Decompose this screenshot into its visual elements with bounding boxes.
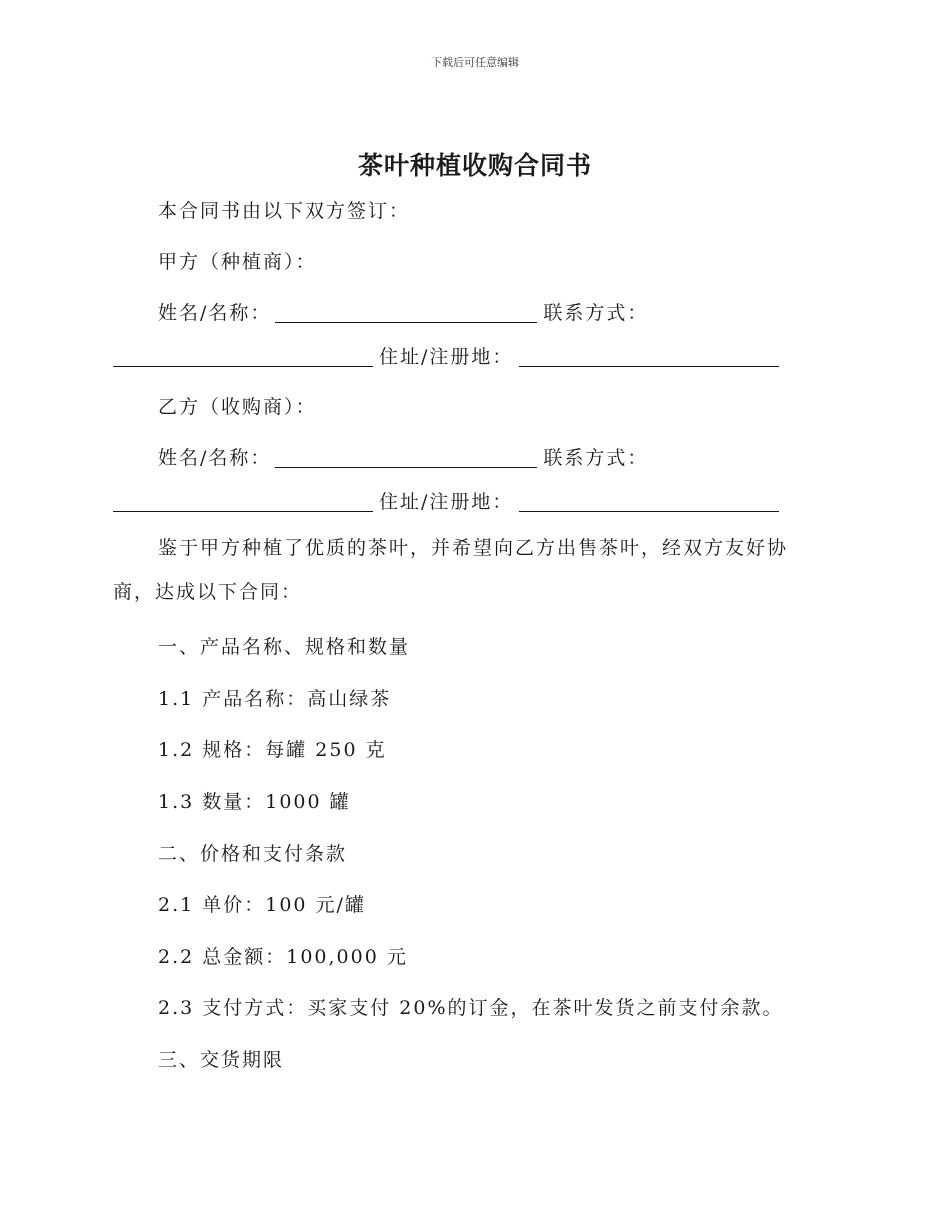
intro-line: 本合同书由以下双方签订： [158, 200, 411, 222]
party-a-name-field[interactable] [275, 302, 537, 323]
party-b-heading: 乙方（收购商）： [158, 396, 317, 418]
clause-1-2: 1.2 规格：每罐 250 克 [158, 739, 387, 761]
clause-1-1: 1.1 产品名称：高山绿茶 [158, 688, 392, 710]
party-a-contact-label: 联系方式： [543, 302, 649, 324]
header-note: 下载后可任意编辑 [431, 56, 519, 69]
clause-1-3: 1.3 数量：1000 罐 [158, 791, 351, 813]
party-a-name-row [158, 298, 648, 325]
clause-2-3: 2.3 支付方式：买家支付 20%的订金，在茶叶发货之前支付余款。 [158, 997, 784, 1019]
party-a-address-row [113, 342, 779, 369]
party-a-address-field[interactable] [519, 346, 779, 367]
party-b-name-row [158, 443, 648, 470]
clause-2-1: 2.1 单价：100 元/罐 [158, 894, 366, 916]
party-b-name-field[interactable] [275, 447, 537, 468]
party-b-contact-label: 联系方式： [543, 447, 649, 469]
clause-2-2: 2.2 总金额：100,000 元 [158, 946, 408, 968]
party-b-address-field[interactable] [519, 491, 779, 512]
section-3-heading: 三、交货期限 [158, 1049, 285, 1071]
party-b-address-label: 住址/注册地： [379, 491, 514, 513]
section-1-heading: 一、产品名称、规格和数量 [158, 636, 411, 658]
preamble-paragraph: 鉴于甲方种植了优质的茶叶，并希望向乙方出售茶叶，经双方友好协商，达成以下合同： [113, 537, 789, 603]
party-b-name-label: 姓名/名称： [158, 447, 272, 469]
party-a-heading: 甲方（种植商）： [158, 251, 317, 273]
party-b-address-row [113, 487, 779, 514]
party-a-address-label: 住址/注册地： [379, 346, 514, 368]
document-title: 茶叶种植收购合同书 [357, 151, 592, 180]
party-a-name-label: 姓名/名称： [158, 302, 272, 324]
section-2-heading: 二、价格和支付条款 [158, 843, 348, 865]
party-b-contact-field[interactable] [113, 491, 373, 512]
party-a-contact-field[interactable] [113, 346, 373, 367]
